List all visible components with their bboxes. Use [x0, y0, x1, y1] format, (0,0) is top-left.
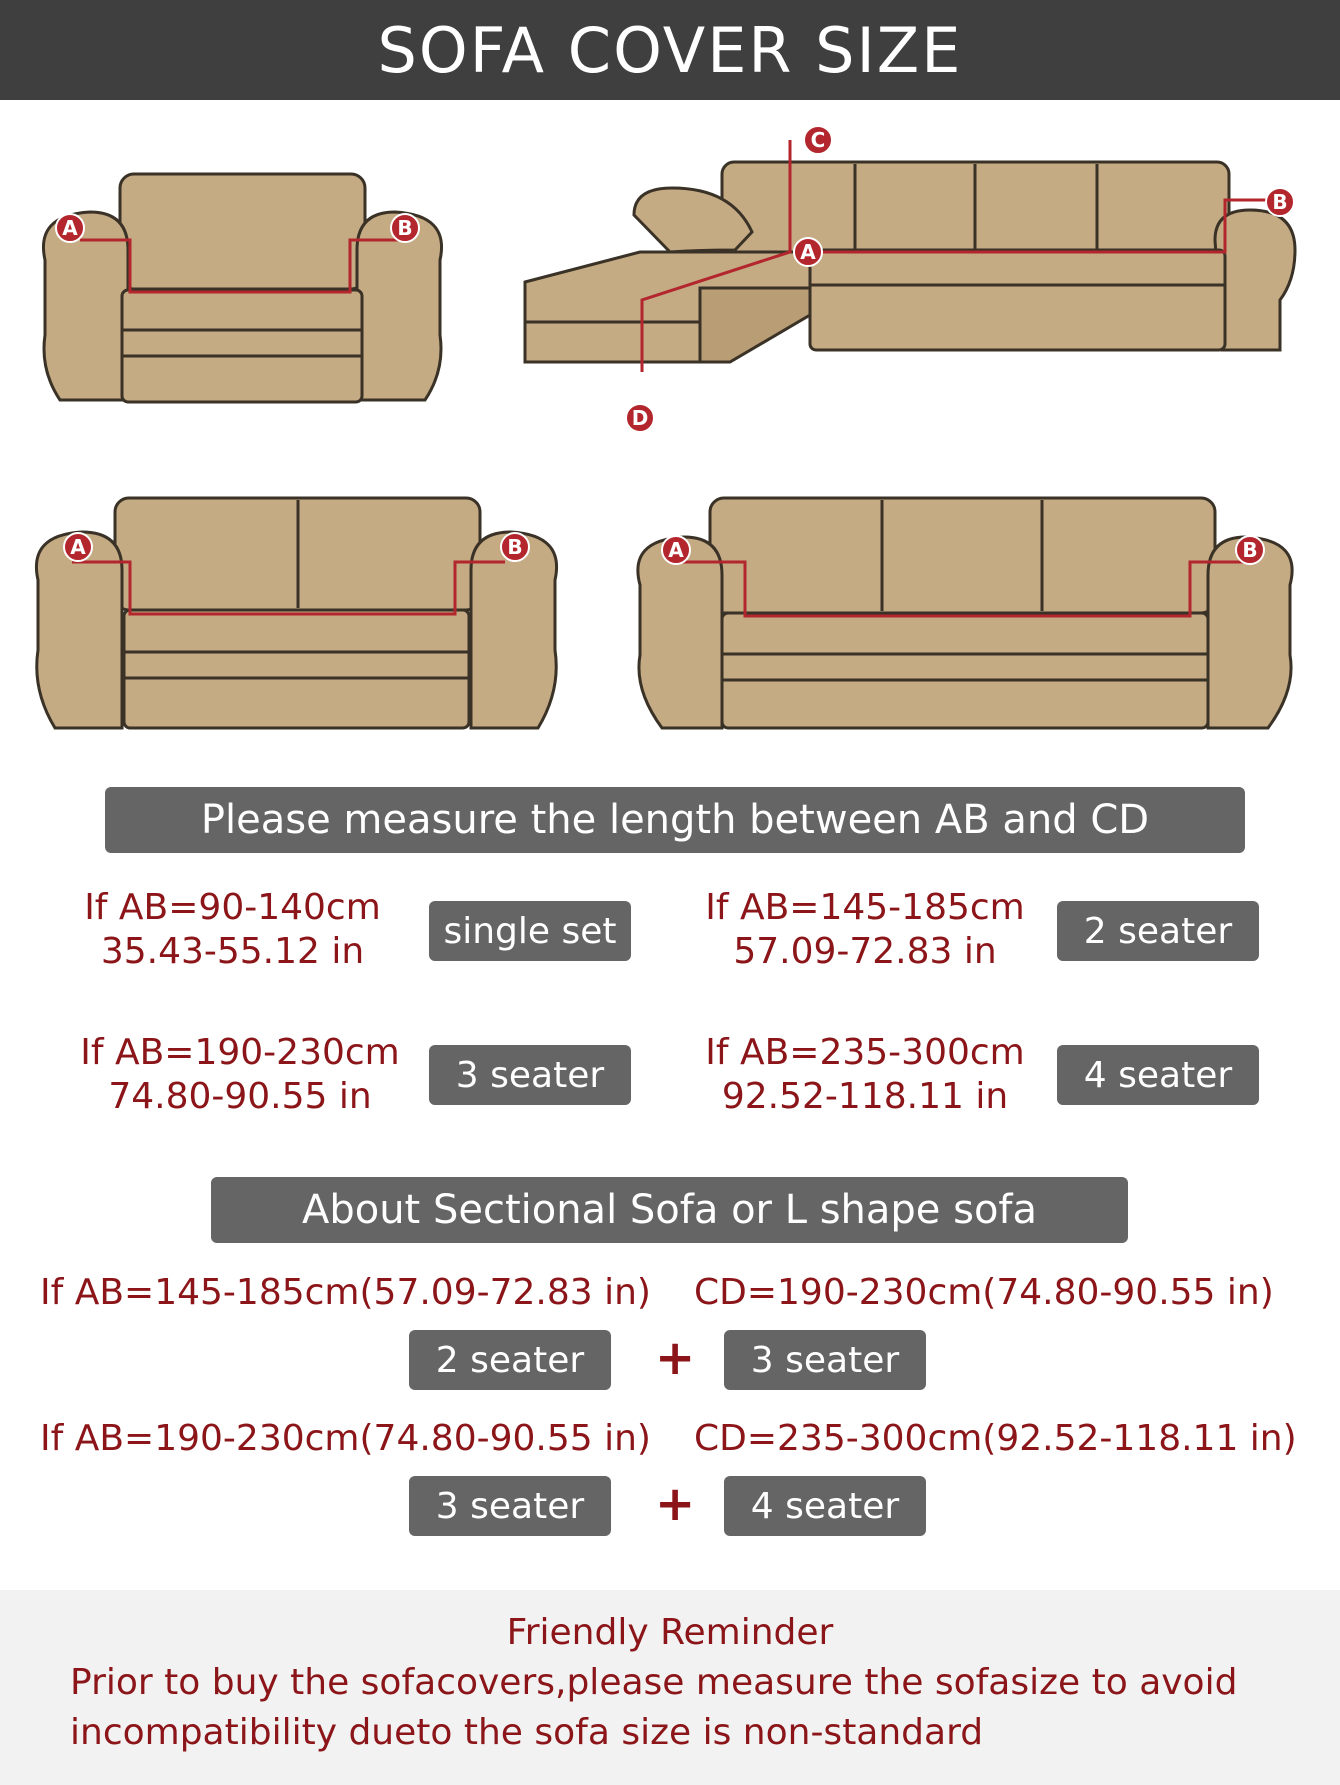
friendly-reminder: [0, 1590, 1340, 1785]
reminder-body: Prior to buy the sofacovers,please measure the sofasize to avoid incompatibility dueto the sofa size is non-standard: [70, 1662, 1238, 1753]
sectional-right-badge: [724, 1476, 926, 1536]
rule-cm-range: If AB=235-300cm: [705, 1032, 1025, 1073]
rule-inch-range: 74.80-90.55 in: [108, 1076, 372, 1117]
size-badge-label: 3 seater: [750, 1339, 900, 1381]
reminder-title: Friendly Reminder: [506, 1612, 834, 1653]
rule-single-set: [60, 886, 405, 974]
label-b-badge: [1266, 188, 1294, 216]
sectional-ab-range: If AB=145-185cm(57.09-72.83 in): [40, 1272, 651, 1313]
sofa-illustrations: [0, 100, 1340, 760]
label-a-badge: [56, 214, 84, 242]
rule-cm-range: If AB=145-185cm: [705, 887, 1025, 928]
rule-inch-range: 35.43-55.12 in: [100, 931, 365, 972]
measure-instruction-text: Please measure the length between AB and CD: [200, 797, 1150, 843]
sofa-diagrams: [0, 100, 1340, 760]
measure-instruction-bar: [105, 787, 1245, 853]
rule-inch-range: 57.09-72.83 in: [733, 931, 997, 972]
rule-4-seater: [690, 1031, 1040, 1119]
label-b-badge: [1236, 536, 1264, 564]
label-b-badge: [501, 533, 529, 561]
l-shape-sofa-diagram: [525, 126, 1295, 432]
svg-text:C: C: [810, 128, 826, 152]
rule-3-seater: [60, 1031, 420, 1119]
size-badge-label: 3 seater: [455, 1054, 605, 1096]
svg-text:B: B: [507, 535, 523, 559]
plus-sign: +: [655, 1476, 696, 1532]
size-badge-4-seater: [1057, 1045, 1259, 1105]
size-badge-label: 2 seater: [435, 1339, 585, 1381]
rule-cm-range: If AB=190-230cm: [80, 1032, 400, 1073]
sectional-left-badge: [409, 1330, 611, 1390]
page-header: [0, 0, 1340, 100]
svg-text:B: B: [1242, 538, 1258, 562]
loveseat-diagram: [36, 498, 556, 728]
svg-text:A: A: [62, 216, 78, 240]
three-seater-diagram: [638, 498, 1292, 728]
armchair-diagram: [43, 174, 441, 402]
size-badge-2-seater: [1057, 901, 1259, 961]
label-d-badge: [626, 404, 654, 432]
svg-text:D: D: [631, 406, 649, 430]
rule-inch-range: 92.52-118.11 in: [721, 1076, 1009, 1117]
rule-2-seater: [690, 886, 1040, 974]
size-badge-single-set: [429, 901, 631, 961]
size-badge-label: 3 seater: [435, 1485, 585, 1527]
label-b-badge: [391, 214, 419, 242]
svg-text:A: A: [668, 538, 684, 562]
size-badge-3-seater: [429, 1045, 631, 1105]
label-a-badge: [64, 533, 92, 561]
label-c-badge: [804, 126, 832, 154]
label-a-badge: [662, 536, 690, 564]
size-badge-label: 4 seater: [1083, 1054, 1233, 1096]
sectional-ab-range: If AB=190-230cm(74.80-90.55 in): [40, 1418, 651, 1459]
sectional-cd-range: CD=190-230cm(74.80-90.55 in): [694, 1272, 1274, 1313]
svg-text:B: B: [1272, 190, 1288, 214]
size-badge-label: 2 seater: [1083, 910, 1233, 952]
plus-sign: +: [655, 1330, 696, 1386]
size-badge-label: single set: [443, 910, 617, 952]
sectional-cd-range: CD=235-300cm(92.52-118.11 in): [694, 1418, 1297, 1459]
size-badge-label: 4 seater: [750, 1485, 900, 1527]
svg-text:A: A: [800, 240, 816, 264]
sectional-section-bar: [211, 1177, 1128, 1243]
svg-text:A: A: [70, 535, 86, 559]
sectional-right-badge: [724, 1330, 926, 1390]
page-title: SOFA COVER SIZE: [377, 13, 963, 87]
svg-text:B: B: [397, 216, 413, 240]
sectional-left-badge: [409, 1476, 611, 1536]
rule-cm-range: If AB=90-140cm: [84, 887, 381, 928]
label-a-badge: [794, 238, 822, 266]
sectional-section-title: About Sectional Sofa or L shape sofa: [301, 1187, 1038, 1233]
